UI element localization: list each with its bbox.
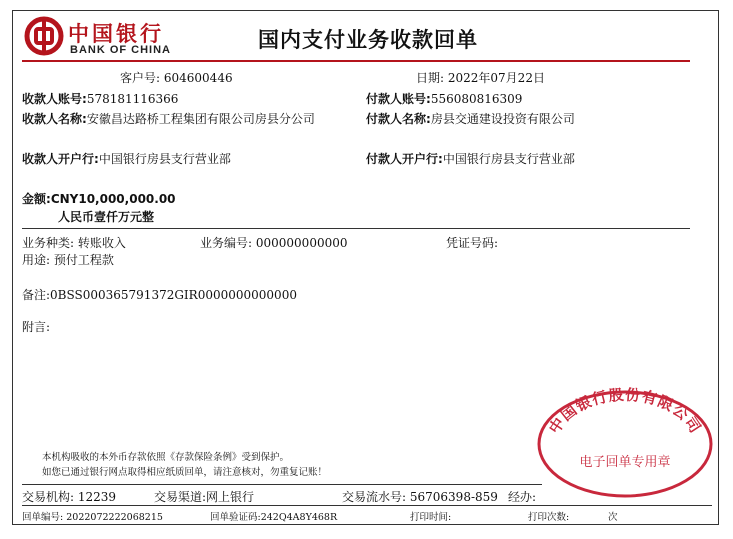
business-no-row [200, 234, 348, 251]
payee-account-label: 收款人账号: [22, 92, 87, 106]
bank-name-cn: 中国银行 [68, 22, 164, 46]
bank-name-en: BANK OF CHINA [70, 44, 171, 56]
payer-account-label: 付款人账号: [366, 92, 431, 106]
verify-code-row [210, 509, 337, 523]
print-count-row [528, 509, 569, 523]
remark-value: 0BSS000365791372GIR0000000000000 [50, 288, 297, 302]
footer-top-divider [22, 484, 542, 485]
verify-code-label: 回单验证码: [210, 512, 261, 523]
boc-emblem-icon [24, 16, 64, 56]
serial-row [342, 488, 498, 505]
receipt-no-row [22, 509, 163, 523]
business-no-value: 000000000000 [255, 236, 348, 250]
title-divider [22, 60, 690, 62]
org-row [22, 488, 116, 505]
serial-label: 交易流水号: [342, 490, 407, 504]
date-label: 日期: [416, 71, 445, 85]
channel-value: 网上银行 [206, 490, 255, 504]
payee-bank-row [22, 150, 231, 167]
date-row [416, 69, 545, 86]
business-no-label: 业务编号: [200, 236, 253, 250]
payee-name-value: 安徽昌达路桥工程集团有限公司房县分公司 [86, 112, 315, 126]
payee-name-row [22, 110, 315, 127]
payee-name-label: 收款人名称: [22, 112, 87, 126]
payer-name-row [366, 110, 575, 127]
serial-value: 56706398-859 [409, 490, 498, 504]
business-type-value: 转账收入 [77, 236, 126, 250]
business-type-row [22, 234, 126, 251]
voucher-label: 凭证号码: [446, 236, 499, 250]
handler-row [508, 488, 536, 505]
payer-account-value: 556080816309 [430, 92, 523, 106]
print-time-label: 打印时间: [410, 512, 452, 523]
seal-center-text: 电子回单专用章 [579, 455, 671, 470]
payee-bank-value: 中国银行房县支行营业部 [98, 152, 231, 166]
print-time-row [410, 509, 451, 523]
amount-value: CNY10,000,000.00 [50, 192, 176, 206]
business-type-label: 业务种类: [22, 236, 75, 250]
receipt-title: 国内支付业务收款回单 [258, 28, 478, 52]
channel-label: 交易渠道: [154, 490, 207, 504]
payer-bank-label: 付款人开户行: [366, 152, 443, 166]
amount-row [22, 190, 176, 207]
duplicate-warning-notice: 如您已通过银行网点取得相应纸质回单，请注意核对，勿重复记账！ [42, 467, 328, 478]
channel-row [154, 488, 254, 505]
receipt-no-label: 回单编号: [22, 512, 64, 523]
print-count-unit: 次 [608, 512, 618, 523]
remark-label: 备注: [22, 288, 51, 302]
payer-bank-row [366, 150, 575, 167]
amount-divider [22, 228, 690, 229]
voucher-row [446, 234, 498, 251]
payee-account-value: 578181116366 [86, 92, 179, 106]
customer-no-value: 604600446 [163, 71, 233, 85]
purpose-value: 预付工程款 [53, 253, 114, 267]
amount-in-words: 人民币壹仟万元整 [58, 210, 155, 224]
date-value: 2022年07月22日 [447, 71, 545, 85]
payer-name-label: 付款人名称: [366, 112, 431, 126]
purpose-label: 用途: [22, 253, 51, 267]
payee-account-row [22, 90, 178, 107]
postscript-label: 附言: [22, 320, 51, 334]
receipt-no-value: 2022072222068215 [66, 512, 163, 523]
verify-code-value: 242Q4A8Y468R [260, 512, 338, 523]
payer-name-value: 房县交通建设投资有限公司 [430, 112, 575, 126]
customer-no-label: 客户号: [120, 71, 161, 85]
payer-bank-value: 中国银行房县支行营业部 [442, 152, 575, 166]
postscript-row [22, 318, 50, 335]
remark-row [22, 286, 297, 303]
handler-label: 经办: [508, 490, 537, 504]
svg-text:中国银行股份有限公司 [545, 386, 705, 437]
org-value: 12239 [77, 490, 117, 504]
bank-logo [24, 16, 184, 60]
payee-bank-label: 收款人开户行: [22, 152, 99, 166]
print-count-label: 打印次数: [528, 512, 570, 523]
payer-account-row [366, 90, 522, 107]
electronic-receipt-seal [535, 386, 715, 498]
amount-label: 金额: [22, 192, 51, 206]
purpose-row [22, 251, 114, 268]
deposit-insurance-notice: 本机构吸收的本外币存款依照《存款保险条例》受到保护。 [42, 452, 290, 463]
org-label: 交易机构: [22, 490, 75, 504]
customer-no-row [120, 69, 233, 86]
seal-arc-text: 中国银行股份有限公司 [545, 386, 705, 437]
footer-mid-divider [22, 505, 712, 506]
